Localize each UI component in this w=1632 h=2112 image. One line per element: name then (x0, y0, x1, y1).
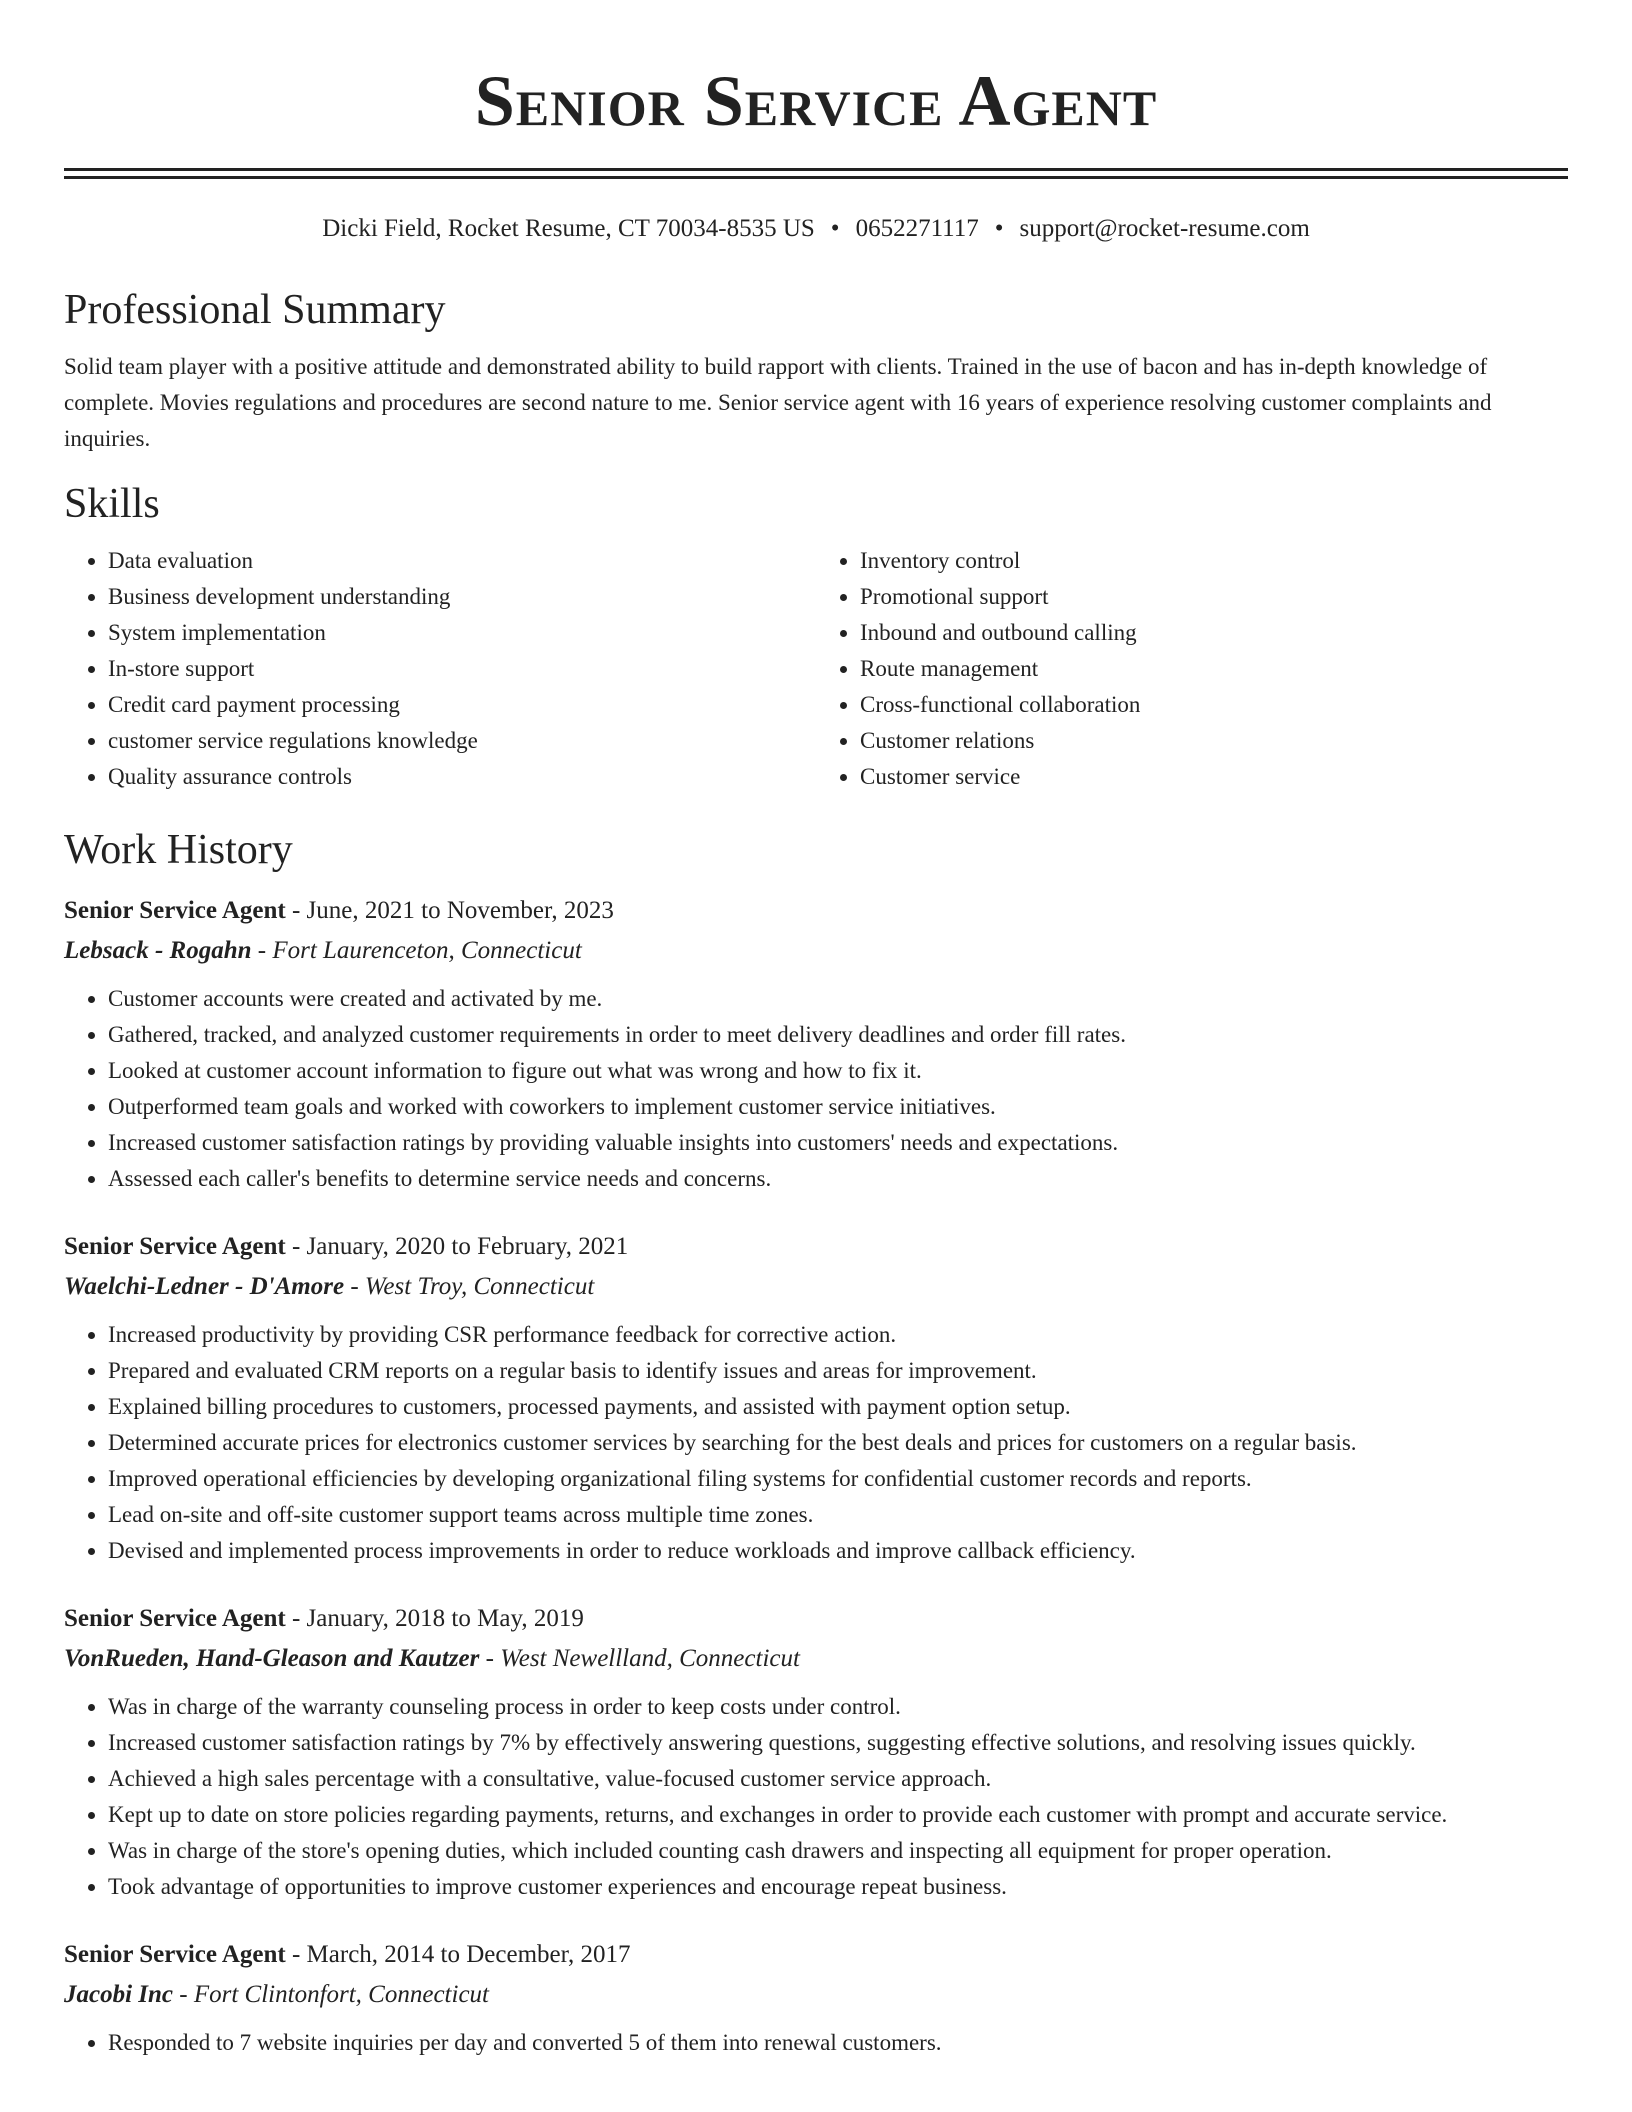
job-entry (64, 1599, 1568, 1905)
job-bullet: • Increased customer satisfaction ratings by providing valuable insights into customers' needs and expectations. (108, 1125, 1568, 1161)
job-employer (64, 1639, 1568, 1679)
job-bullet: • Lead on-site and off-site customer support teams across multiple time zones. (108, 1497, 1568, 1533)
job-location: - Fort Clintonfort, Connecticut (173, 1981, 489, 2008)
job-header (64, 1227, 1568, 1267)
contact-separator: • (830, 215, 840, 242)
job-bullets (64, 1317, 1568, 1569)
contact-email: support@rocket-resume.com (1019, 215, 1310, 242)
skills-list-right (816, 543, 1568, 795)
job-bullet: • Explained billing procedures to customers, processed payments, and assisted with payment option setup. (108, 1389, 1568, 1425)
job-entry (64, 1227, 1568, 1569)
skill-item: • customer service regulations knowledge (108, 723, 816, 759)
job-dates: - June, 2021 to November, 2023 (285, 897, 614, 924)
job-employer (64, 931, 1568, 971)
job-bullet: • Responded to 7 website inquiries per day and converted 5 of them into renewal customers. (108, 2025, 1568, 2061)
job-bullet: • Outperformed team goals and worked with coworkers to implement customer service initiatives. (108, 1089, 1568, 1125)
job-header (64, 1599, 1568, 1639)
job-company: Waelchi-Ledner - D'Amore (64, 1273, 345, 1300)
job-location: - West Newellland, Connecticut (479, 1645, 800, 1672)
job-bullet: • Kept up to date on store policies regarding payments, returns, and exchanges in order to provide each customer with prompt and accurate service. (108, 1797, 1568, 1833)
job-bullet: • Determined accurate prices for electronics customer services by searching for the best deals and prices for customers on a regular basis. (108, 1425, 1568, 1461)
job-header (64, 1935, 1568, 1975)
skills-list-left (64, 543, 816, 795)
job-bullet: • Achieved a high sales percentage with a consultative, value-focused customer service approach. (108, 1761, 1568, 1797)
job-entry (64, 891, 1568, 1197)
job-dates: - January, 2018 to May, 2019 (285, 1605, 584, 1632)
job-company: Jacobi Inc (64, 1981, 174, 2008)
skill-item: • Quality assurance controls (108, 759, 816, 795)
skill-item: • Data evaluation (108, 543, 816, 579)
job-location: - West Troy, Connecticut (344, 1273, 595, 1300)
summary-text: Solid team player with a positive attitude and demonstrated ability to build rapport with clients. Trained in the use of bacon and has in-depth knowledge of complete. Movies regulations and procedures are second nature to me. Senior service agent with 16 years of experience resolving customer complaints and inquiries. (64, 354, 1492, 451)
contact-phone: 0652271117 (855, 215, 979, 242)
job-dates: - March, 2014 to December, 2017 (285, 1941, 631, 1968)
skill-item: • Route management (860, 651, 1568, 687)
skill-item: • Promotional support (860, 579, 1568, 615)
job-bullets (64, 1689, 1568, 1905)
job-employer (64, 1267, 1568, 1307)
resume-name-title: Senior Service Agent (474, 61, 1158, 141)
job-bullets (64, 981, 1568, 1197)
work-history-heading: Work History (64, 827, 293, 873)
job-employer (64, 1975, 1568, 2015)
job-location: - Fort Laurenceton, Connecticut (251, 937, 582, 964)
job-bullet: • Customer accounts were created and activated by me. (108, 981, 1568, 1017)
job-title: Senior Service Agent (64, 897, 286, 924)
job-company: Lebsack - Rogahn (64, 937, 252, 964)
job-bullet: • Increased customer satisfaction ratings by 7% by effectively answering questions, suggesting effective solutions, and resolving issues quickly. (108, 1725, 1568, 1761)
job-entry (64, 1935, 1568, 2061)
skill-item: • In-store support (108, 651, 816, 687)
job-header (64, 891, 1568, 931)
job-company: VonRueden, Hand-Gleason and Kautzer (64, 1645, 480, 1672)
job-bullet: • Took advantage of opportunities to improve customer experiences and encourage repeat business. (108, 1869, 1568, 1905)
job-bullet: • Was in charge of the warranty counseling process in order to keep costs under control. (108, 1689, 1568, 1725)
skill-item: • Business development understanding (108, 579, 816, 615)
job-title: Senior Service Agent (64, 1233, 286, 1260)
job-bullet: • Assessed each caller's benefits to determine service needs and concerns. (108, 1161, 1568, 1197)
job-bullet: • Gathered, tracked, and analyzed customer requirements in order to meet delivery deadlines and order fill rates. (108, 1017, 1568, 1053)
job-bullet: • Looked at customer account information to figure out what was wrong and how to fix it. (108, 1053, 1568, 1089)
job-title: Senior Service Agent (64, 1941, 286, 1968)
skill-item: • Inbound and outbound calling (860, 615, 1568, 651)
job-bullet: • Improved operational efficiencies by developing organizational filing systems for confidential customer records and reports. (108, 1461, 1568, 1497)
skill-item: • System implementation (108, 615, 816, 651)
contact-separator: • (994, 215, 1004, 242)
job-bullet: • Was in charge of the store's opening duties, which included counting cash drawers and inspecting all equipment for proper operation. (108, 1833, 1568, 1869)
contact-line (64, 213, 1568, 245)
job-bullets (64, 2025, 1568, 2061)
skill-item: • Customer service (860, 759, 1568, 795)
skill-item: • Customer relations (860, 723, 1568, 759)
job-bullet: • Increased productivity by providing CSR performance feedback for corrective action. (108, 1317, 1568, 1353)
contact-address: Dicki Field, Rocket Resume, CT 70034-8535 US (322, 215, 815, 242)
skill-item: • Credit card payment processing (108, 687, 816, 723)
job-title: Senior Service Agent (64, 1605, 286, 1632)
header-double-rule (64, 168, 1568, 179)
job-dates: - January, 2020 to February, 2021 (285, 1233, 629, 1260)
job-bullet: • Devised and implemented process improvements in order to reduce workloads and improve callback efficiency. (108, 1533, 1568, 1569)
skills-columns (64, 543, 1568, 795)
summary-heading: Professional Summary (64, 287, 446, 333)
skill-item: • Inventory control (860, 543, 1568, 579)
skill-item: • Cross-functional collaboration (860, 687, 1568, 723)
job-bullet: • Prepared and evaluated CRM reports on a regular basis to identify issues and areas for improvement. (108, 1353, 1568, 1389)
skills-heading: Skills (64, 481, 160, 527)
